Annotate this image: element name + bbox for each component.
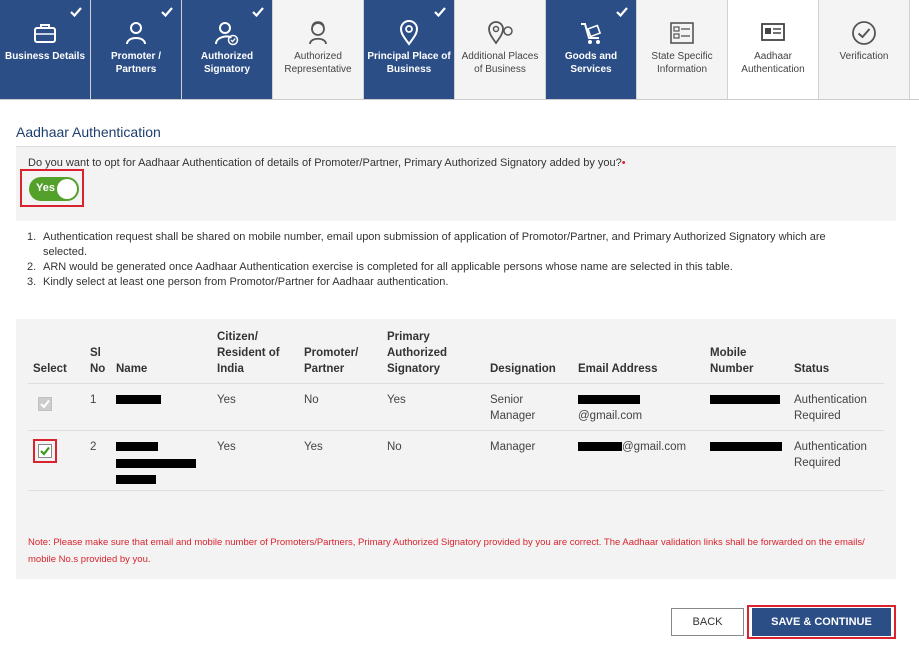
instructions-list [27,230,867,290]
persons-table [28,325,884,491]
instruction-text: Authentication request shall be shared on mobile number, email upon submission of application of Promotor/Partner, and Primary Authorized Signatory which are selected. [43,231,826,258]
status-cell: Authentication Required [789,431,884,491]
designation-cell: Senior Manager [485,384,573,431]
checkmark-icon [161,6,173,18]
tab-authorized-representative[interactable] [273,0,364,99]
tab-state-specific[interactable] [637,0,728,99]
checkmark-icon [39,398,51,410]
table-header-row [28,325,884,384]
tab-label: Goods and Services [564,51,618,75]
tab-aadhaar-authentication[interactable] [728,0,819,99]
select-cell [28,431,85,491]
checkmark-icon [70,6,82,18]
tab-label: Additional Places of Business [461,51,539,75]
instruction-text: Kindly select at least one person from Promotor/Partner for Aadhaar authentication. [43,276,449,288]
citizen-cell: Yes [212,431,299,491]
row-1-select-checkbox[interactable] [38,397,52,411]
tab-promoter-partners[interactable] [91,0,182,99]
row-2-select-checkbox[interactable] [38,444,52,458]
tab-label: Promoter / Partners [110,51,161,75]
instruction-number: 3. [27,276,37,288]
toggle-label: Yes [36,182,55,194]
question-text: Do you want to opt for Aadhaar Authentication of details of Promoter/Partner, Primary Authorized Signatory added by you? [28,157,622,169]
table-row [28,431,884,491]
email-suffix: @gmail.com [622,441,687,453]
redacted-name [116,459,196,468]
sl-no-cell: 2 [85,431,111,491]
tab-additional-places[interactable] [455,0,546,99]
checkmark-icon [252,6,264,18]
status-cell: Authentication Required [789,384,884,431]
tab-label: Aadhaar Authentication [741,51,805,75]
back-button[interactable]: BACK [671,608,744,636]
header-promoter: Promoter/ Partner [299,325,382,384]
select-cell [28,384,85,431]
checkmark-icon [39,445,51,457]
section-title: Aadhaar Authentication [16,124,161,140]
mobile-cell [705,431,789,491]
redacted-name [116,442,158,451]
redacted-mobile [710,395,780,404]
locations-icon [485,20,515,46]
redacted-name [116,395,161,404]
aadhaar-question-box [16,147,896,221]
persons-panel [16,319,896,579]
checkmark-icon [616,6,628,18]
briefcase-icon [32,20,58,46]
person-check-icon [214,20,240,46]
redacted-email [578,395,640,404]
cart-icon [578,20,604,46]
tab-verification[interactable] [819,0,910,99]
person-icon [123,20,149,46]
designation-cell: Manager [485,431,573,491]
required-marker: • [621,157,626,169]
promoter-cell: Yes [299,431,382,491]
header-name: Name [111,325,212,384]
verify-check-icon [851,20,877,46]
instruction-number: 2. [27,261,37,273]
progress-tabs [0,0,919,100]
tab-label: Authorized Representative [284,51,352,75]
instruction-item [27,230,867,260]
save-button-highlight [747,605,896,639]
citizen-cell: Yes [212,384,299,431]
email-cell [573,431,705,491]
primary-cell: No [382,431,485,491]
instruction-number: 1. [27,231,37,243]
redacted-name [116,475,156,484]
header-mobile: Mobile Number [705,325,789,384]
table-row [28,384,884,431]
id-card-icon [760,20,786,46]
primary-cell: Yes [382,384,485,431]
mobile-cell [705,384,789,431]
form-icon [669,20,695,46]
header-status: Status [789,325,884,384]
instruction-text: ARN would be generated once Aadhaar Authentication exercise is completed for all applicable persons whose name are selected in this table. [43,261,733,273]
location-pin-icon [396,20,422,46]
tab-label: State Specific Information [651,51,713,75]
header-citizen: Citizen/ Resident of India [212,325,299,384]
name-cell [111,384,212,431]
tab-label: Authorized Signatory [200,51,254,75]
header-sl-no: Sl No [85,325,111,384]
promoter-cell: No [299,384,382,431]
checkmark-icon [434,6,446,18]
instruction-item [27,260,867,275]
tab-business-details[interactable] [0,0,91,99]
aadhaar-toggle[interactable] [29,177,79,201]
save-continue-button[interactable]: SAVE & CONTINUE [752,608,891,636]
checkbox-highlight [33,439,57,463]
redacted-email [578,442,622,451]
tab-authorized-signatory[interactable] [182,0,273,99]
tab-label: Verification [839,51,889,62]
tab-goods-services[interactable] [546,0,637,99]
representative-icon [305,20,331,46]
tab-label: Principal Place of Business [367,51,451,75]
sl-no-cell: 1 [85,384,111,431]
header-email: Email Address [573,325,705,384]
header-primary-signatory: Primary Authorized Signatory [382,325,485,384]
tab-principal-place[interactable] [364,0,455,99]
name-cell [111,431,212,491]
aadhaar-question [28,157,626,169]
toggle-highlight [20,169,84,207]
header-designation: Designation [485,325,573,384]
email-cell [573,384,705,431]
tab-label: Business Details [4,51,86,62]
instruction-item [27,275,867,290]
email-suffix: @gmail.com [578,410,643,422]
header-select: Select [28,325,85,384]
validation-note: Note: Please make sure that email and mobile number of Promoters/Partners, Primary Authorized Signatory provided by you are correct. The Aadhaar validation links shall be forwarded on the emails/ mobile No.s provided by you. [28,537,865,565]
redacted-mobile [710,442,782,451]
toggle-knob [57,179,77,199]
